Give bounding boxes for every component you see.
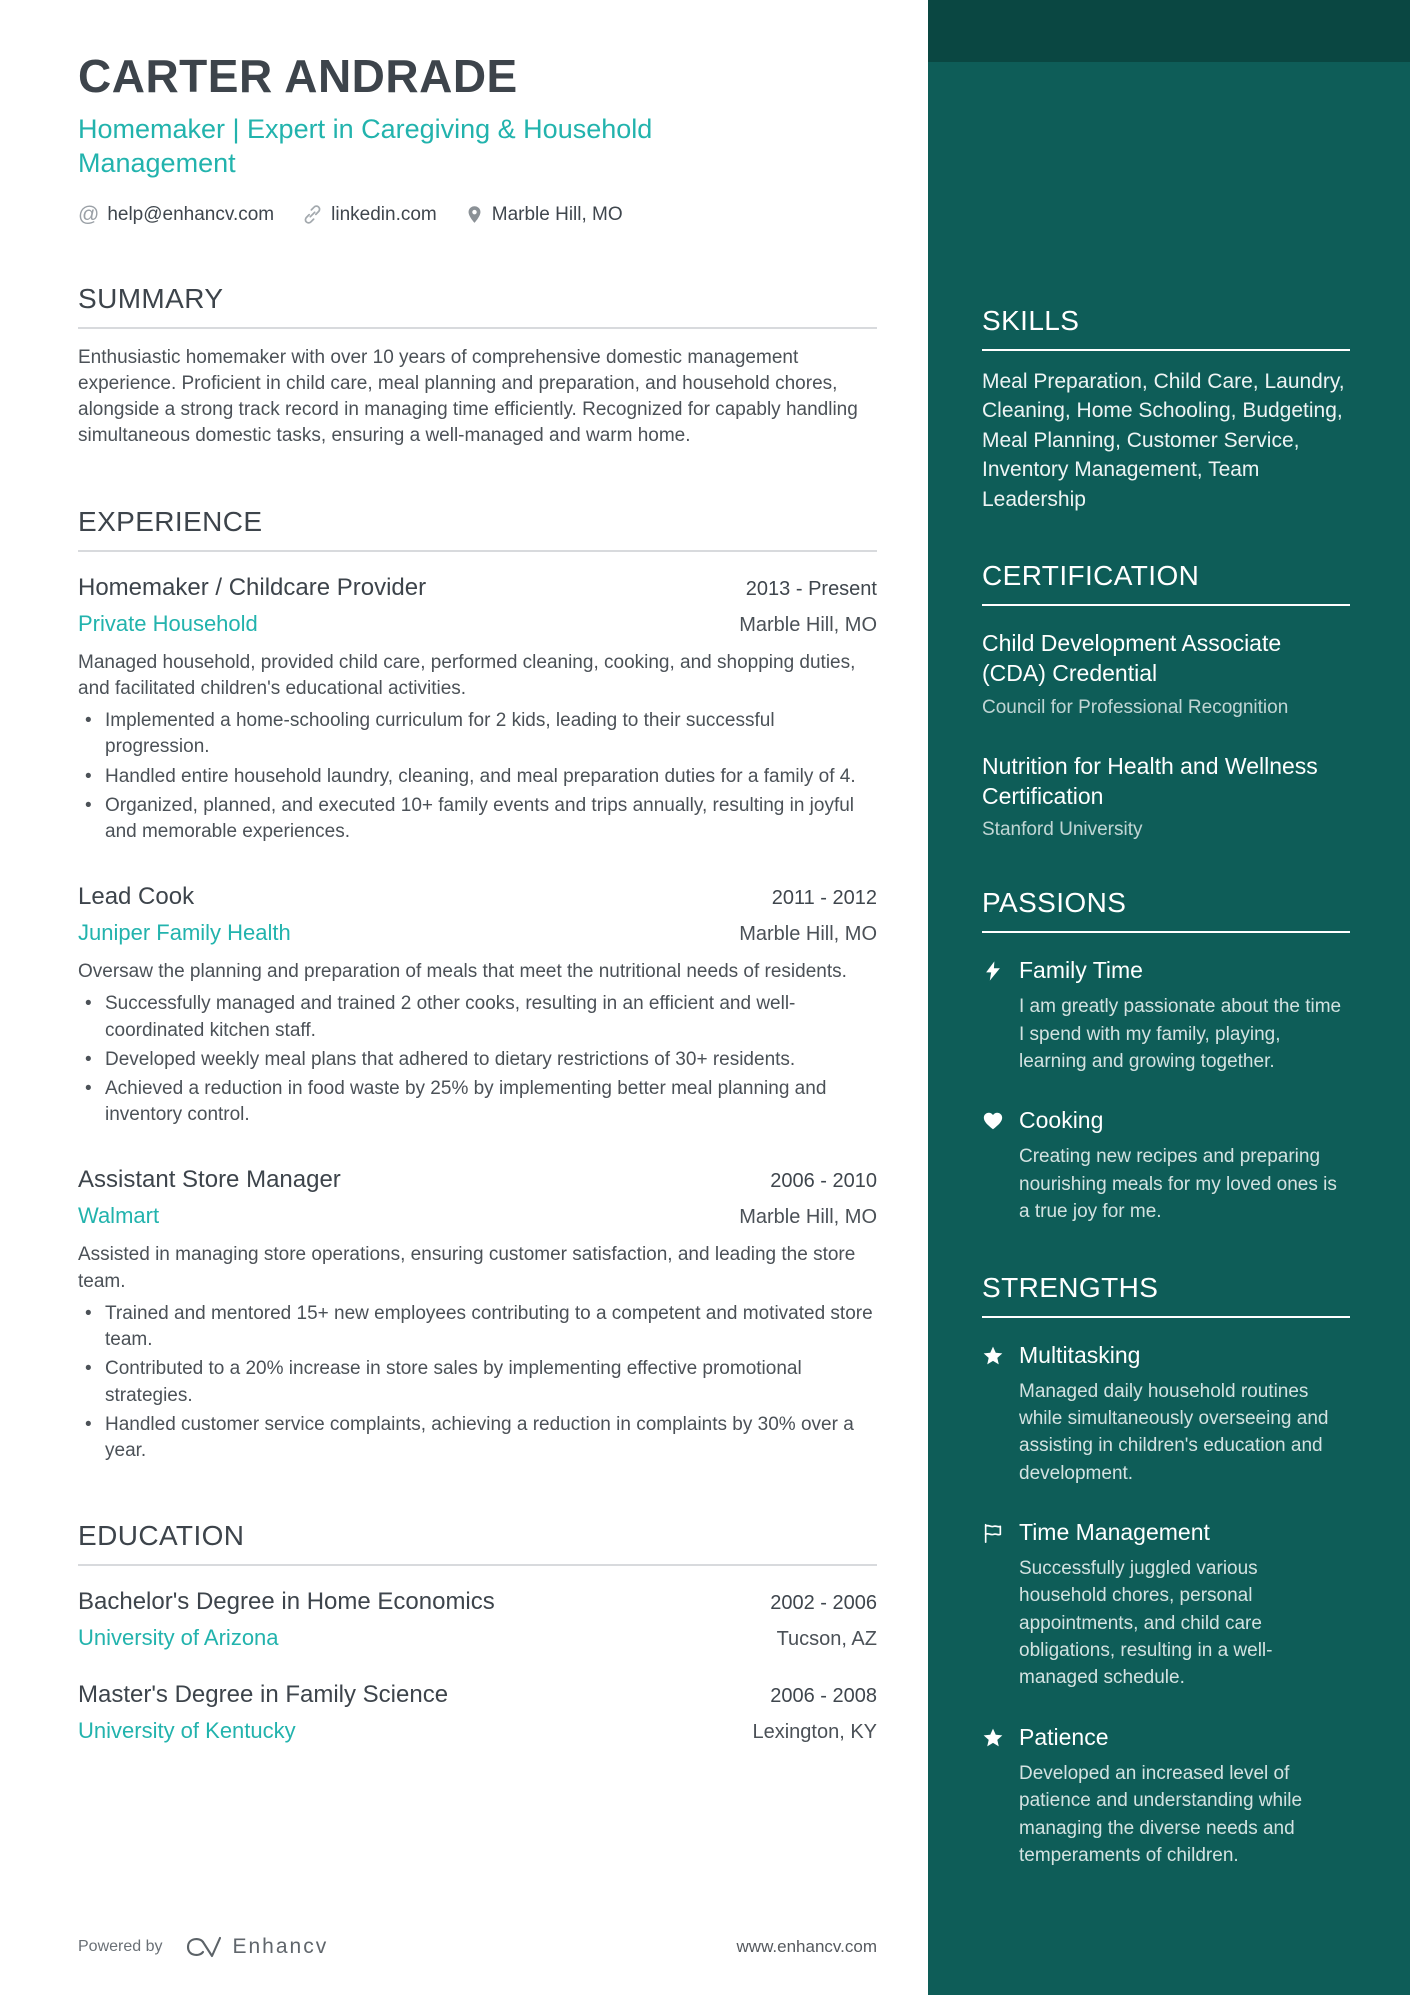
job-bullet: • Trained and mentored 15+ new employees contributing to a competent and motivated store team. [78,1301,877,1353]
skills-list-text: Meal Preparation, Child Care, Laundry, Cleaning, Home Schooling, Budgeting, Meal Planning, Customer Service, Inventory Management, Team Leadership [982,370,1345,511]
job-bullets [78,991,877,1128]
job-description: Oversaw the planning and preparation of meals that meet the nutritional needs of residents. [78,961,847,983]
job-location: Marble Hill, MO [739,923,877,946]
job-bullet: • Handled entire household laundry, cleaning, and meal preparation duties for a family of 4. [78,764,877,790]
job-entry [78,1166,877,1464]
certification-name: Nutrition for Health and Wellness Certification [982,752,1318,810]
job-bullets [78,708,877,845]
summary-text: Enthusiastic homemaker with over 10 years of comprehensive domestic management experience. Proficient in child care, meal planning and preparation, and household chores, alongside a strong track record in managing time efficiently. Recognized for capably handling simultaneous domestic tasks, ensuring a well-managed and warm home. [78,346,858,447]
flag-icon [982,1519,1019,1692]
contact-email-text: help@enhancv.com [107,203,275,225]
job-bullet: • Handled customer service complaints, achieving a reduction in complaints by 30% over a year. [78,1412,877,1464]
experience-heading: EXPERIENCE [78,506,877,552]
certification-section [982,560,1350,841]
certification-heading: CERTIFICATION [982,560,1350,606]
education-dates: 2002 - 2006 [770,1592,877,1615]
education-entry [78,1681,877,1744]
passion-text: I am greatly passionate about the time I spend with my family, playing, learning and growing together. [1019,996,1342,1073]
job-bullet: • Implemented a home-schooling curriculum for 2 kids, leading to their successful progression. [78,708,877,760]
job-company: Private Household [78,610,258,636]
school-name: University of Kentucky [78,1718,296,1744]
star-icon [982,1724,1019,1869]
passion-entry [982,957,1350,1075]
email-icon: @ [78,202,100,226]
school-name: University of Arizona [78,1625,279,1651]
person-name: CARTER ANDRADE [78,50,518,102]
enhancv-logo-icon[interactable] [185,1935,223,1959]
job-title: Lead Cook [78,883,195,911]
job-bullet: • Organized, planned, and executed 10+ family events and trips annually, resulting in joyful and memorable experiences. [78,793,877,845]
location-icon [465,204,484,225]
education-dates: 2006 - 2008 [770,1685,877,1708]
passions-section [982,887,1350,1225]
strength-text: Managed daily household routines while simultaneously overseeing and assisting in children's education and development. [1019,1380,1329,1484]
job-dates: 2013 - Present [745,577,877,600]
job-company: Juniper Family Health [78,920,291,946]
job-location: Marble Hill, MO [739,1206,877,1229]
job-description: Assisted in managing store operations, ensuring customer satisfaction, and leading the store team. [78,1244,856,1292]
passions-heading: PASSIONS [982,887,1350,933]
experience-section [78,506,877,1465]
contact-location-text: Marble Hill, MO [491,203,623,225]
job-dates: 2011 - 2012 [771,887,877,910]
certification-org: Council for Professional Recognition [982,696,1289,718]
certification-entry [982,628,1350,719]
passion-text: Creating new recipes and preparing nourishing meals for my loved ones is a true joy for me. [1019,1146,1337,1223]
link-icon [302,204,323,225]
job-bullet: • Contributed to a 20% increase in store sales by implementing effective promotional strategies. [78,1356,877,1408]
certification-org: Stanford University [982,819,1143,841]
strengths-heading: STRENGTHS [982,1272,1350,1318]
job-dates: 2006 - 2010 [770,1170,877,1193]
heart-icon [982,1107,1019,1225]
strength-title: Patience [1019,1723,1109,1750]
certification-name: Child Development Associate (CDA) Credential [982,629,1282,687]
job-bullets [78,1301,877,1464]
job-company: Walmart [78,1203,160,1229]
person-title: Homemaker | Expert in Caregiving & Household Management [78,113,653,179]
education-location: Lexington, KY [752,1721,877,1744]
bolt-icon [982,957,1019,1075]
powered-by-label: Powered by [78,1938,163,1955]
job-entry [78,883,877,1128]
job-location: Marble Hill, MO [739,613,877,636]
contact-email[interactable] [78,203,274,227]
strength-entry [982,1342,1350,1487]
education-heading: EDUCATION [78,1520,877,1566]
sidebar [928,0,1410,1995]
passion-title: Family Time [1019,957,1143,984]
degree-title: Bachelor's Degree in Home Economics [78,1588,495,1616]
summary-heading: SUMMARY [78,283,877,329]
sidebar-top-strip [928,0,1410,62]
job-description: Managed household, provided child care, performed cleaning, cooking, and shopping duties, and facilitated children's educational activities. [78,651,856,699]
certification-entry [982,751,1350,842]
contact-linkedin[interactable] [302,204,437,226]
strength-title: Time Management [1019,1518,1210,1545]
summary-section [78,283,877,450]
star-icon [982,1342,1019,1487]
passion-title: Cooking [1019,1107,1104,1134]
strength-text: Developed an increased level of patience and understanding while managing the diverse needs and temperaments of children. [1019,1762,1303,1866]
strengths-section [982,1272,1350,1870]
contact-location [465,204,623,226]
education-entry [78,1588,877,1651]
strength-entry [982,1724,1350,1869]
passion-entry [982,1107,1350,1225]
job-title: Homemaker / Childcare Provider [78,573,427,601]
job-title: Assistant Store Manager [78,1166,341,1194]
strength-text: Successfully juggled various household chores, personal appointments, and child care obligations, resulting in a well-managed schedule. [1019,1557,1273,1689]
footer [78,1935,877,1959]
enhancv-brand-name[interactable]: Enhancv [232,1935,329,1958]
job-bullet: • Successfully managed and trained 2 other cooks, resulting in an efficient and well-coordinated kitchen staff. [78,991,877,1043]
degree-title: Master's Degree in Family Science [78,1681,449,1709]
job-bullet: • Achieved a reduction in food waste by 25% by implementing better meal planning and inventory control. [78,1076,877,1128]
enhancv-website-link[interactable]: www.enhancv.com [736,1937,877,1956]
contact-row [78,203,877,227]
strength-entry [982,1519,1350,1692]
strength-title: Multitasking [1019,1341,1141,1368]
education-section [78,1520,877,1744]
job-bullet: • Developed weekly meal plans that adhered to dietary restrictions of 30+ residents. [78,1047,877,1073]
skills-section [982,0,1350,514]
education-location: Tucson, AZ [776,1628,877,1651]
skills-heading: SKILLS [982,305,1350,351]
contact-linkedin-text: linkedin.com [331,203,437,225]
job-entry [78,574,877,846]
